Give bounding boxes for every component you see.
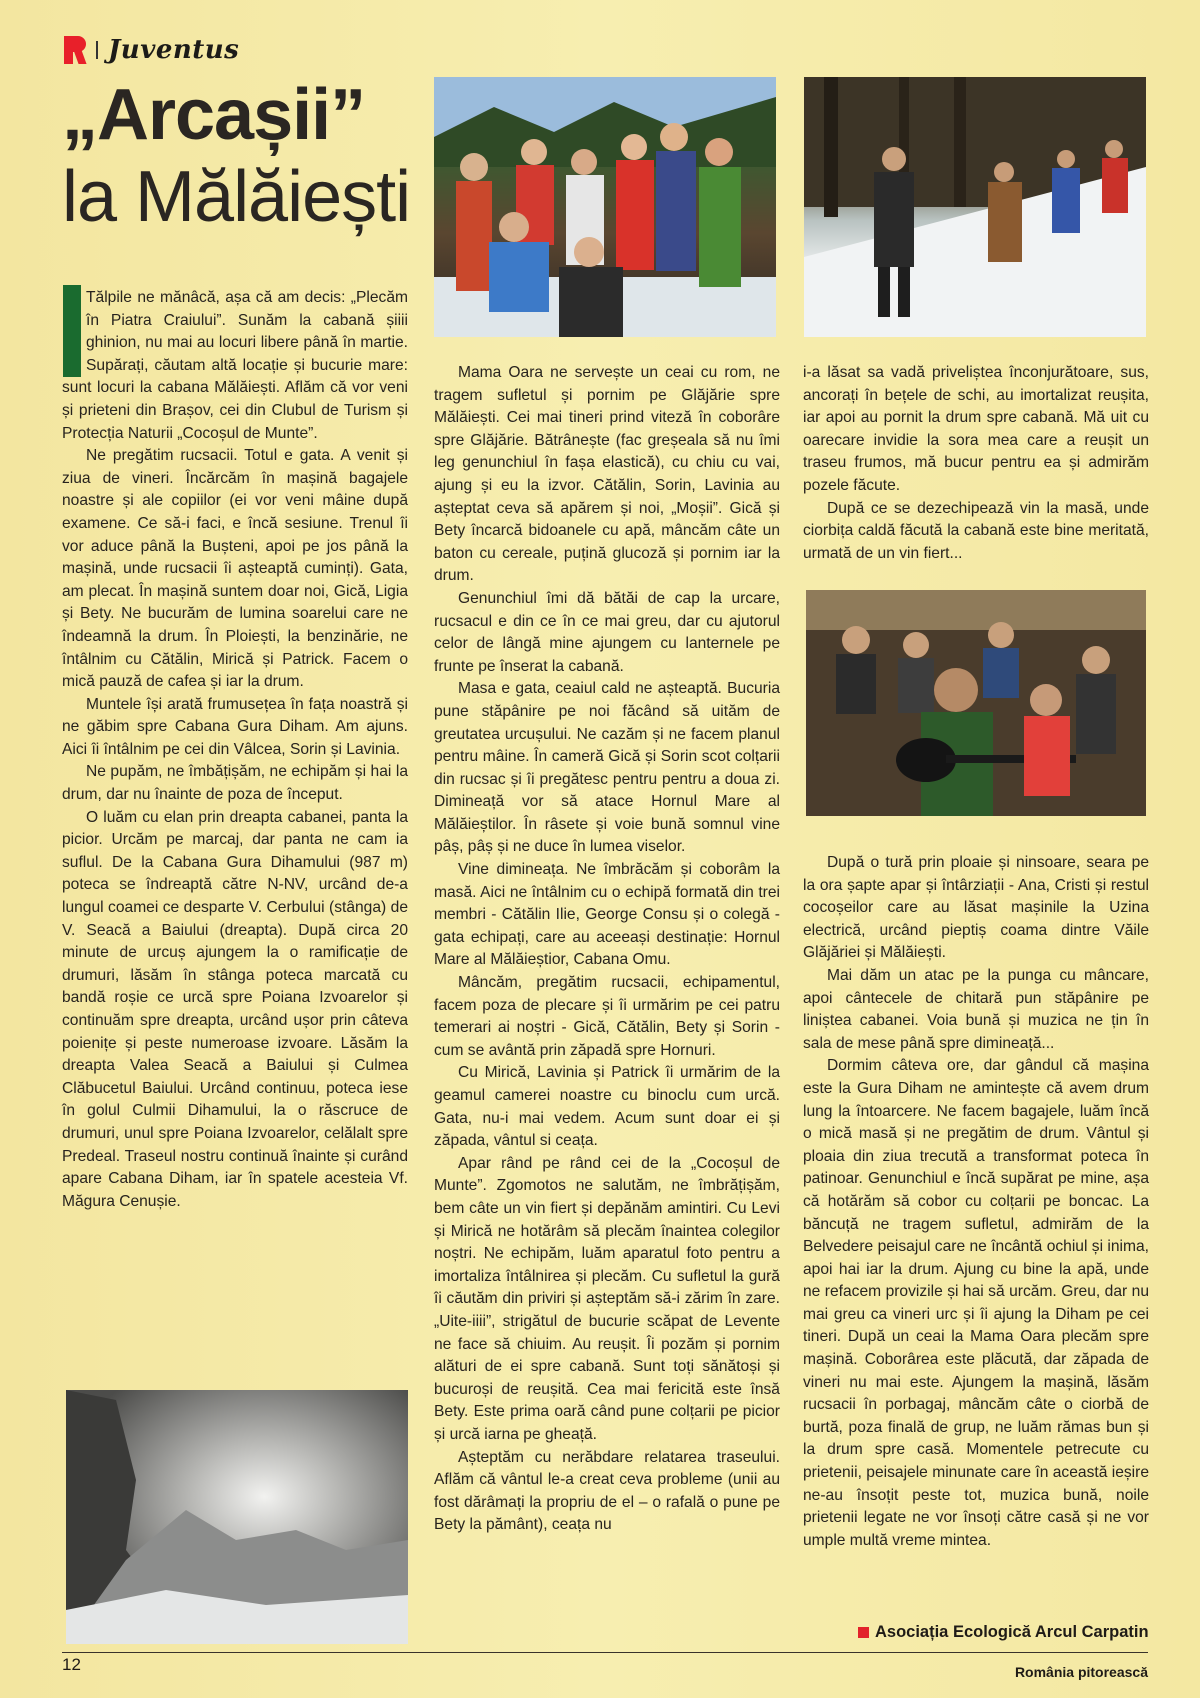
paragraph: Genunchiul îmi dă bătăi de cap la urcare, rucsacul e din ce în ce mai greu, dar cu ajutorul celor de lângă mine ajungem cu lanternele pe frunte pe înserat la cabană. (434, 589, 780, 675)
paragraph: După o tură prin ploaie și ninsoare, seara pe la ora șapte apar și întârziații - Ana, Cristi și restul cocoșeilor care au lăsat mașinile la Uzina electrică, urcând pieptiș coama dintre Văile Glăjăriei și Mălăiești. (803, 854, 1149, 962)
paragraph: Dormim câteva ore, dar gândul că mașina este la Gura Diham ne amintește că avem drum lung la întoarcere. Ne facem bagajele, luăm încă o mică masă și ne pregătim de drum. Vântul și ploaia din ziua trecută a transformat poteca în patinoar. Genunchiul e încă supărat pe mine, așa că hotărăm să cobor cu colțarii pe boncac. La băncuță ne tragem sufletul, admirăm de la Belvedere peisajul care ne încântă ochiul și inima, apoi hai iar la drum. Ajung cu bine la apă, unde ne refacem provizile și hai să urcăm. Greu, dar nu mai greu ca vineri urc și îi ajung la Diham pe cei tineri. După un ceai la Mama Oara plecăm spre mașină. Coborârea este plăcută, dar zăpada de vineri nu mai este. Ajungem la mașină, lăsăm rucsacii în porbagaj, mâncăm câte o ciorbă de burtă, poza finală de grup, ne luăm rămas bun și la drum spre casă. Momentele petrecute cu prietenii, peisajele minunate care în această ieșire ne-au însoțit peste tot, muzica bună, noile prietenii legate ne vor însoți către casă și ne vor umple multă vreme mintea. (803, 1057, 1149, 1549)
text-column-1 (62, 287, 408, 1213)
title-line-2: la Mălăiești (62, 157, 411, 237)
paragraph: Cu Mirică, Lavinia și Patrick îi urmărim de la geamul camerei noastre cu binoclu cum urcă. Gata, nu-i mai vedem. Acum sunt doar ei și zăpada, vântul si ceața. (434, 1064, 780, 1150)
author-credit (858, 1623, 1149, 1642)
page-number: 12 (62, 1655, 81, 1674)
paragraph: O luăm cu elan prin dreapta cabanei, panta la picior. Urcăm pe marcaj, dar panta ne cam ia suflul. De la Cabana Gura Dihamului (987 m) poteca se îndreaptă către N-NV, urcând de-a lungul coamei ce desparte V. Cerbului (stânga) de V. Seacă a Baiului (dreapta). După circa 20 minute de urcuș ajungem la o ramificație de drumuri, lăsăm în stânga poteca marcată cu bandă roșie ce urcă spre Poiana Izvoarelor și continuăm spre dreapta, urcând ușor prin câteva poienițe și peste numeroase izvoare. Lăsăm la dreapta Valea Seacă a Baiului și Culmea Clăbucetul Baiului. Urcând continuu, poteca iese în golul Culmii Dihamului, la o răscruce de drumuri, unul spre Poiana Izvoarelor, celălalt spre Predeal. Traseul nostru continuă înainte și curând apare Cabana Diham, iar în spatele acesteia Vf. Măgura Cenușie. (62, 808, 408, 1210)
snow-hikers-illustration (804, 77, 1146, 337)
dropcap-space (62, 287, 86, 377)
article-title (62, 74, 422, 238)
paragraph: După ce se dezechipează vin la masă, unde ciorbița caldă făcută la cabană este bine meritată, urmată de un vin fiert... (803, 499, 1149, 562)
red-square-icon (858, 1627, 869, 1638)
section-header (64, 30, 239, 70)
guitar-party-photo (806, 590, 1146, 816)
paragraph: Ne pregătim rucsacii. Totul e gata. A venit și ziua de vineri. Încărcăm în mașină bagajele noastre și ale copiilor (ei vor veni mâine după examene. Ce să-i faci, e încă sesiune. Trenul îi vor aduce până la Bușteni, apoi pe jos până la mașină, unde rucsacii îi așteaptă cuminți). Gata, am plecat. În mașină suntem doar noi, Gică, Ligia și Bety. Ne bucurăm de lumina soarelui care ne îndeamnă la drum. În Ploiești, la benzinărie, ne întâlnim cu Cătălin, Mirică și Patrick. Facem o mică pauză de cafea și iar la drum. (62, 447, 408, 691)
header-separator (96, 41, 98, 59)
paragraph: Apar rând pe rând cei de la „Cocoșul de Munte”. Zgomotos ne salutăm, ne îmbrățișăm, bem câte un vin fiert și depănăm amintiri. Cu Levi și Mirică ne hotărâm să plecăm înaintea colegilor noștri. Ne echipăm, luăm aparatul foto pentru a imortaliza întâlnirea și plecăm. Cu sufletul la gură îi căutăm din priviri și așteptăm să-i zărim în zare. „Uite-iiii”, strigătul de bucurie scăpat de Levente ne face să chiuim. Au reușit. Îi pozăm și pornim alături de ei spre cabană. Sunt toți sănătoși și bucuroși de reușită. Cea mai fericită este însă Bety. Este prima oară când pune colțarii pe picior și urcă iarna pe gheață. (434, 1154, 780, 1443)
paragraph: Ne pupăm, ne îmbățișăm, ne echipăm și hai la drum, dar nu înainte de poza de început. (62, 763, 408, 804)
mountain-fog-illustration (66, 1390, 408, 1644)
magazine-logo-icon (64, 36, 86, 64)
paragraph: i-a lăsat sa vadă priveliștea înconjurătoare, sus, ancorați în bețele de schi, au imortalizat reușita, iar apoi au pornit la drum spre cabană. Mă uit cu oarecare invidie la sora mea care a reușit un traseu frumos, mă bucur pentru ea și admirăm pozele făcute. (803, 364, 1149, 494)
guitar-party-illustration (806, 590, 1146, 816)
mountain-fog-photo (66, 1390, 408, 1644)
paragraph: Așteptăm cu nerăbdare relatarea traseului. Aflăm că vântul le-a creat ceva probleme (unii au fost dărâmați la propriu de el – o rafală o pune pe Bety la pământ), ceața nu (434, 1448, 780, 1534)
paragraph: Vine dimineața. Ne îmbrăcăm și coborâm la masă. Aici ne întâlnim cu o echipă formată din trei membri - Cătălin Ilie, George Consu și o colegă - gata echipați, care au aceeași destinație: Hornul Mare al Mălăieștior, Cabana Omu. (434, 861, 780, 969)
text-column-3-top (803, 362, 1149, 565)
paragraph: Tălpile ne mănâcă, așa că am decis: „Plecăm în Piatra Craiului”. Sunăm la cabană șiiii ghinion, nu mai au locuri libere până în martie. Supărați, căutam altă locație și bucurie mare: sunt locuri la cabana Mălăiești. Aflăm că vor veni și prieteni din Brașov, cei din Clubul de Turism și Protecția Naturii „Cocoșul de Munte”. (62, 289, 408, 442)
paragraph: Mâncăm, pregătim rucsacii, echipamentul, facem poza de plecare și îi urmărim pe cei patru temerari ai noștri - Gică, Cătălin, Bety și Sorin - cum se avântă prin zăpadă spre Hornuri. (434, 974, 780, 1059)
title-line-1: „Arcașii” (62, 75, 366, 155)
paragraph: Mama Oara ne servește un ceai cu rom, ne tragem sufletul și pornim pe Glăjărie spre Mălăiești. Cei mai tineri prind viteză în coborâre spre Glăjărie. Bătrânește (fac greșeala să nu îmi leg genunchiul în fașa elastică), cu chiu cu vai, ajung și eu la izvor. Cătălin, Sorin, Lavinia au așteptat ceva să apărem și noi, „Moșii”. Gică și Bety încarcă bidoanele cu apă, mâncăm câte un baton cu cereale, puțină glucoză și pornim iar la drum. (434, 364, 780, 585)
text-column-2 (434, 362, 780, 1537)
paragraph: Masa e gata, ceaiul cald ne așteaptă. Bucuria pune stăpânire pe noi făcând să uităm de greutatea urcușului. Ne cazăm și ne facem planul pentru mâine. În cameră Gică și Sorin scot colțarii din rucsac și îi pregătesc pentru pentru a doua zi. Dimineață vor să atace Hornul Mare al Mălăieștilor. În râsete și voie bună somnul vine pâș, pâș și ne duce în lumea viselor. (434, 680, 780, 856)
magazine-name: România pitorească (1014, 1664, 1148, 1680)
group-photo (434, 77, 776, 337)
author-credit-text: Asociația Ecologică Arcul Carpatin (875, 1623, 1149, 1641)
text-column-3-bottom (803, 852, 1149, 1552)
group-photo-illustration (434, 77, 776, 337)
section-name: Juventus (108, 35, 240, 65)
paragraph: Mai dăm un atac pe la punga cu mâncare, apoi cântecele de chitară pun stăpânire pe liniștea cabanei. Voia bună și muzica ne țin în sala de mese până spre dimineață... (803, 966, 1149, 1052)
paragraph: Muntele își arată frumusețea în fața noastră și ne găbim spre Cabana Gura Diham. Am ajuns. Aici îi întâlnim pe cei din Vâlcea, Sorin și Lavinia. (62, 695, 408, 758)
snow-hikers-photo (804, 77, 1146, 337)
footer-divider (62, 1652, 1148, 1653)
